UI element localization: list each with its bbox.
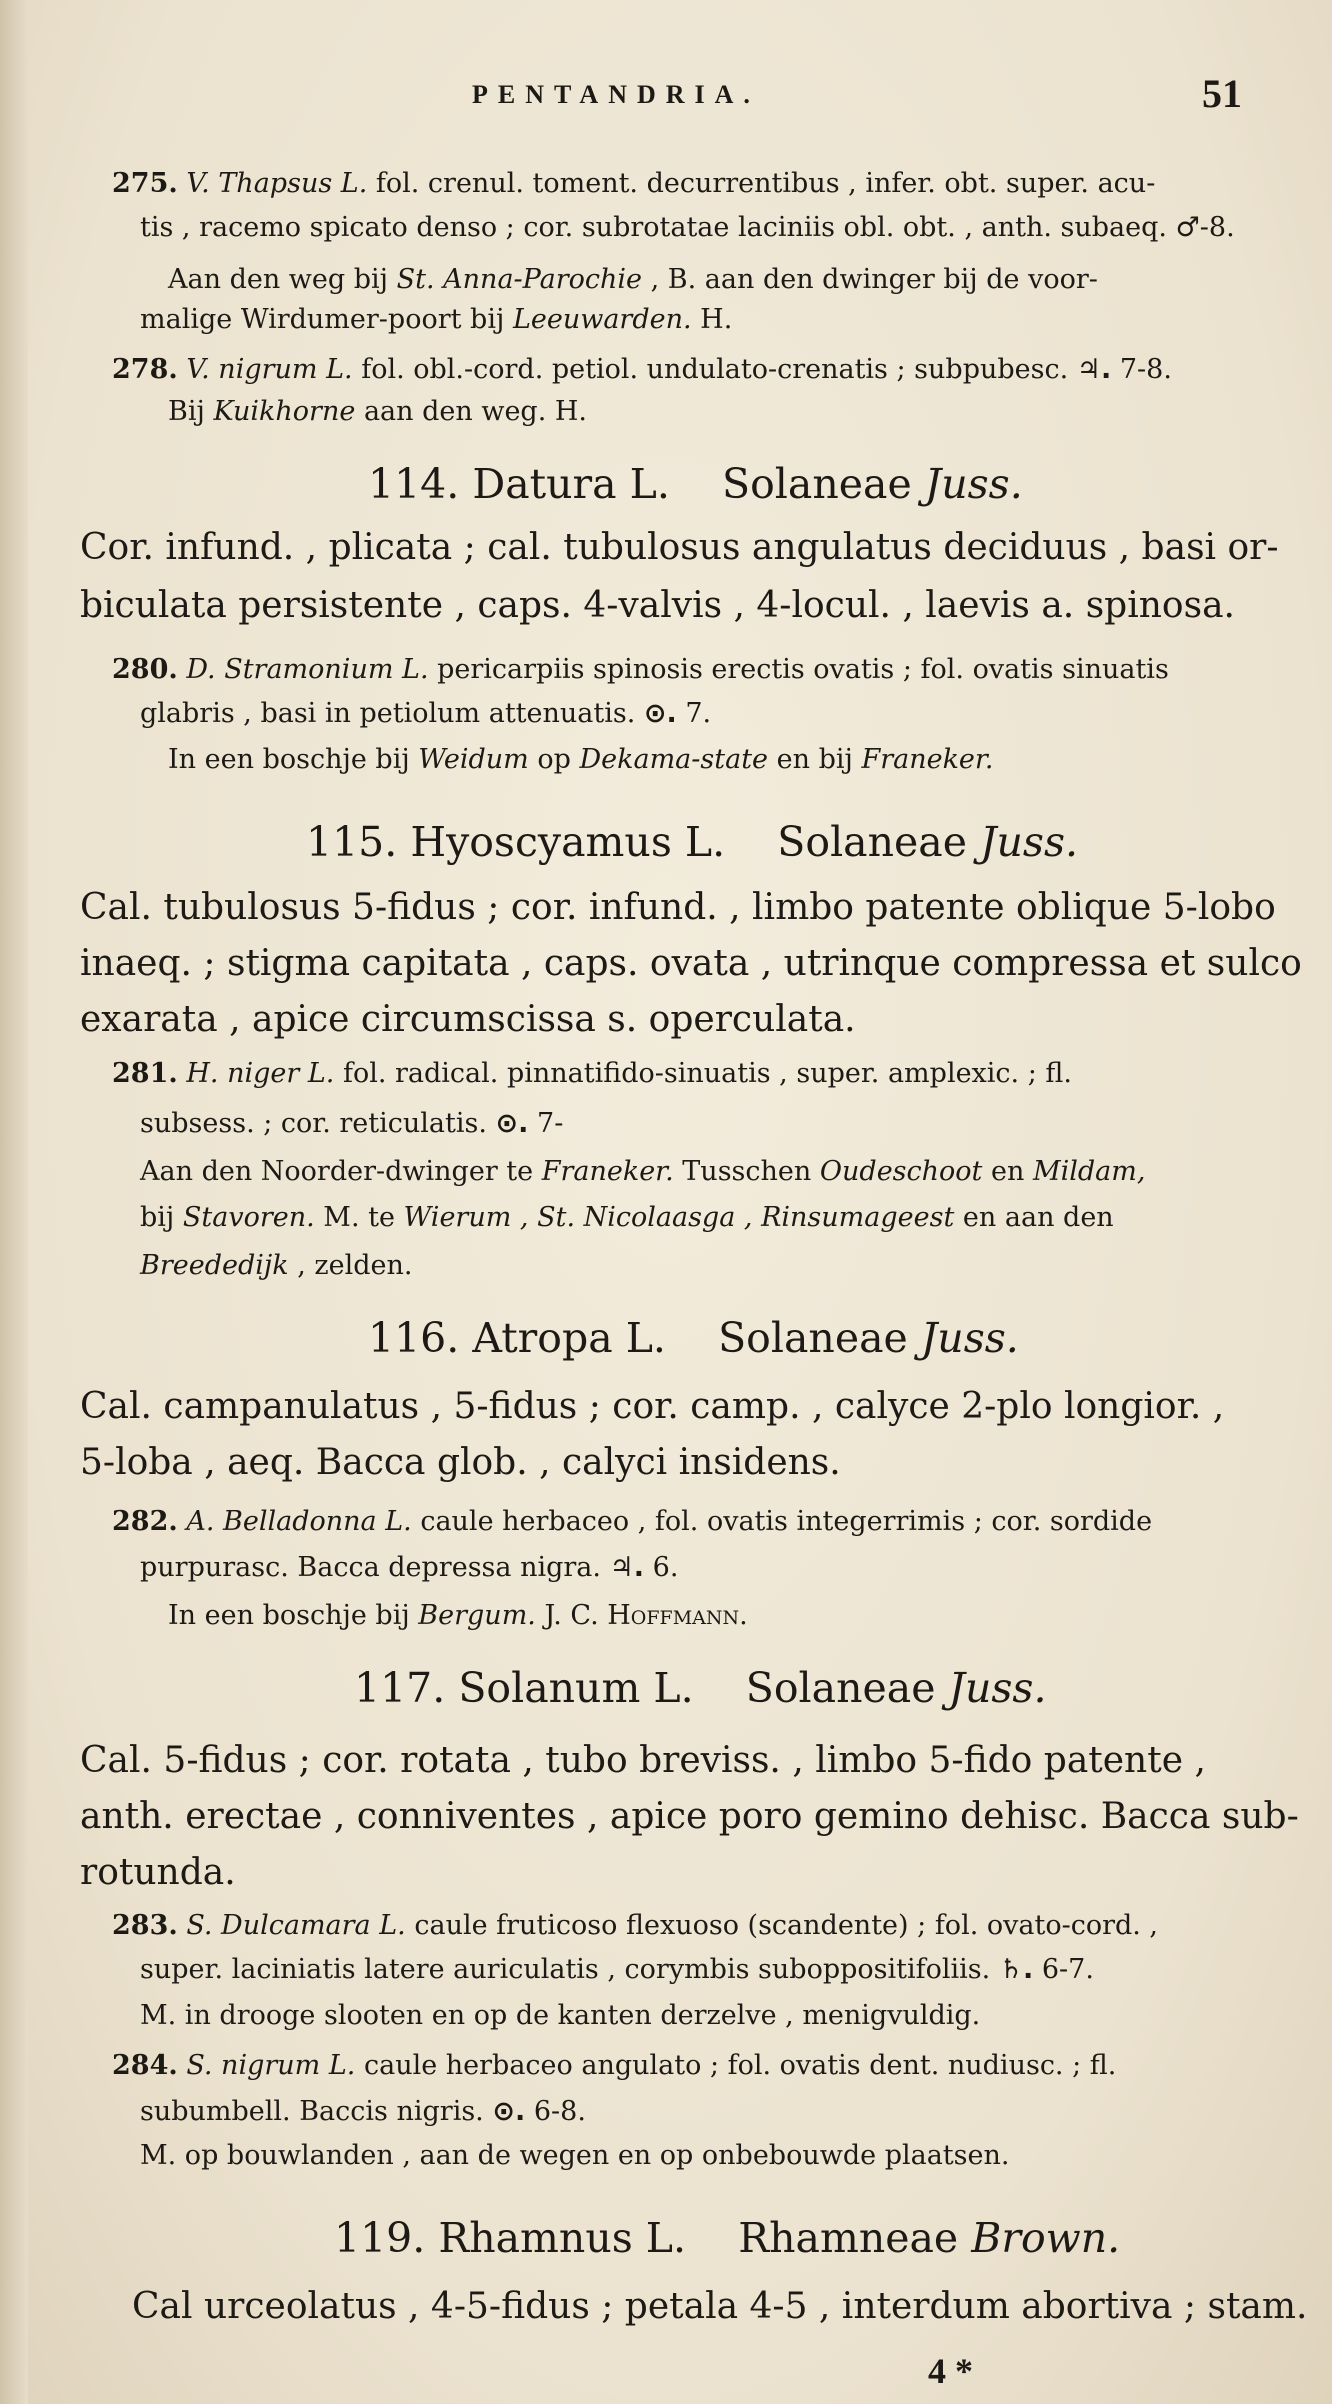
entry-283-line-1: 283. S. Dulcamara L. caule fruticoso flexuoso (scandente) ; fol. ovato-cord. , (112, 1910, 1159, 1941)
genus-heading-119: 119. Rhamnus L. Rhamneae Brown. (334, 2214, 1121, 2262)
entry-275-line-2 (140, 212, 1235, 243)
genus-description-117-line-3: rotunda. (80, 1852, 236, 1893)
entry-282-line-2: purpurasc. Bacca depressa nigra. ♃. 6. (140, 1552, 679, 1583)
entry-281-line-2: subsess. ; cor. reticulatis. ⊙. 7- (140, 1108, 564, 1139)
flowering-months: -8. (1199, 212, 1235, 243)
genus-description-115-line-2: inaeq. ; stigma capitata , caps. ovata , utrinque compressa et sulco (80, 943, 1302, 984)
entry-282-line-1: 282. A. Belladonna L. caule herbaceo , fol. ovatis integerrimis ; cor. sordide (112, 1506, 1153, 1537)
perennial-symbol-icon: ♃. (609, 1552, 645, 1583)
annual-symbol-icon: ⊙. (492, 2096, 526, 2127)
entry-281-line-1: 281. H. niger L. fol. radical. pinnatifido-sinuatis , super. amplexic. ; fl. (112, 1058, 1072, 1089)
entry-282-locality: In een boschje bij Bergum. J. C. Hoffmann. (168, 1600, 748, 1631)
diagnosis-text: fol. crenul. toment. decurrentibus , infer. obt. super. acu- (375, 168, 1156, 199)
species-name: V. Thapsus L. (186, 168, 368, 199)
entry-283-locality: M. in drooge slooten en op de kanten derzelve , menigvuldig. (140, 2000, 981, 2031)
genus-heading-117: 117. Solanum L. Solaneae Juss. (354, 1664, 1047, 1712)
entry-275-locality-2: malige Wirdumer-poort bij Leeuwarden. H. (140, 304, 733, 335)
genus-description-117-line-2: anth. erectae , conniventes , apice poro gemino dehisc. Bacca sub- (80, 1796, 1299, 1837)
header-title: PENTANDRIA. (472, 80, 760, 109)
genus-heading-116: 116. Atropa L. Solaneae Juss. (368, 1314, 1019, 1362)
genus-description-114-line-2: biculata persistente , caps. 4-valvis , 4-locul. , laevis a. spinosa. (80, 585, 1235, 626)
entry-280-locality: In een boschje bij Weidum op Dekama-state en bij Franeker. (168, 744, 994, 775)
genus-heading-115: 115. Hyoscyamus L. Solaneae Juss. (306, 818, 1079, 866)
signature-mark: 4 * (928, 2351, 973, 2391)
genus-description-116-line-2: 5-loba , aeq. Bacca glob. , calyci insidens. (80, 1442, 841, 1483)
genus-heading-114: 114. Datura L. Solaneae Juss. (368, 460, 1023, 508)
entry-281-locality-3: Breededijk , zelden. (140, 1250, 413, 1281)
entry-280-line-2: glabris , basi in petiolum attenuatis. ⊙. 7. (140, 698, 712, 729)
running-header (0, 70, 1332, 120)
annual-symbol-icon: ⊙. (643, 698, 677, 729)
entry-275-line-1 (112, 168, 1155, 199)
page-edge (0, 0, 28, 2404)
perennial-symbol-icon: ♃. (1076, 354, 1112, 385)
genus-description-114-line-1: Cor. infund. , plicata ; cal. tubulosus angulatus deciduus , basi or- (80, 527, 1279, 568)
entry-281-locality-2: bij Stavoren. M. te Wierum , St. Nicolaasga , Rinsumageest en aan den (140, 1202, 1114, 1233)
entry-281-locality-1: Aan den Noorder-dwinger te Franeker. Tusschen Oudeschoot en Mildam, (140, 1156, 1146, 1187)
entry-278-locality: Bij Kuikhorne aan den weg. H. (168, 396, 588, 427)
annual-symbol-icon: ⊙. (495, 1108, 529, 1139)
genus-description-117-line-1: Cal. 5-fidus ; cor. rotata , tubo breviss. , limbo 5-fido patente , (80, 1740, 1206, 1781)
male-symbol-icon: ♂ (1175, 212, 1200, 243)
entry-284-line-2: subumbell. Baccis nigris. ⊙. 6-8. (140, 2096, 586, 2127)
genus-description-115-line-1: Cal. tubulosus 5-fidus ; cor. infund. , limbo patente oblique 5-lobo (80, 887, 1276, 928)
entry-278-line-1: 278. V. nigrum L. fol. obl.-cord. petiol. undulato-crenatis ; subpubesc. ♃. 7-8. (112, 354, 1172, 385)
entry-284-locality: M. op bouwlanden , aan de wegen en op onbebouwde plaatsen. (140, 2140, 1010, 2171)
entry-275-locality-1: Aan den weg bij St. Anna-Parochie , B. aan den dwinger bij de voor- (168, 264, 1098, 295)
entry-number: 275. (112, 168, 178, 199)
diagnosis-text: tis , racemo spicato denso ; cor. subrotatae laciniis obl. obt. , anth. subaeq. (140, 212, 1167, 243)
genus-description-116-line-1: Cal. campanulatus , 5-fidus ; cor. camp. , calyce 2-plo longior. , (80, 1386, 1225, 1427)
entry-284-line-1: 284. S. nigrum L. caule herbaceo angulato ; fol. ovatis dent. nudiusc. ; fl. (112, 2050, 1117, 2081)
page-number: 51 (1202, 71, 1242, 116)
genus-description-115-line-3: exarata , apice circumscissa s. operculata. (80, 999, 856, 1040)
entry-283-line-2: super. laciniatis latere auriculatis , corymbis suboppositifoliis. ♄. 6-7. (140, 1954, 1094, 1985)
genus-description-119-line-1: Cal urceolatus , 4-5-fidus ; petala 4-5 , interdum abortiva ; stam. (132, 2286, 1308, 2327)
entry-280-line-1: 280. D. Stramonium L. pericarpiis spinosis erectis ovatis ; fol. ovatis sinuatis (112, 654, 1169, 685)
shrub-symbol-icon: ♄. (998, 1954, 1034, 1985)
